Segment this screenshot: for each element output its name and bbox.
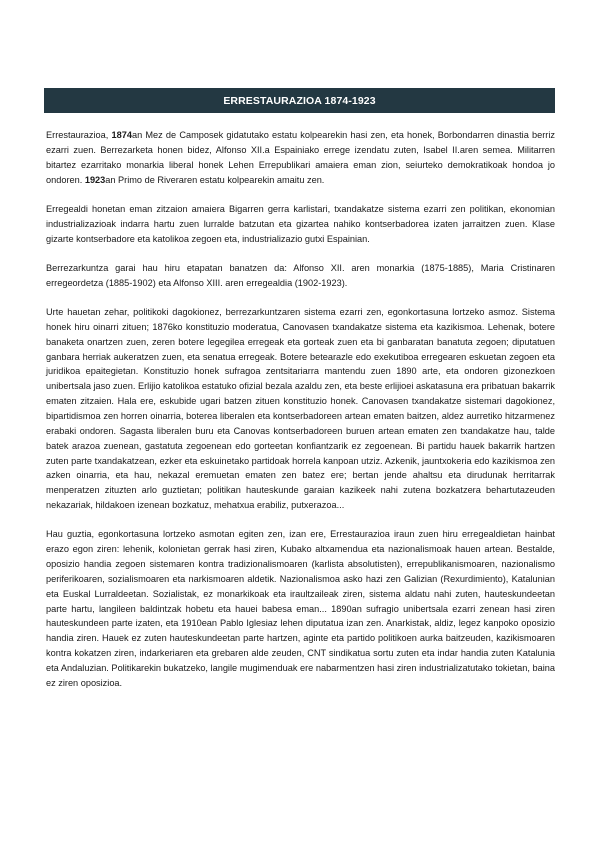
paragraph-opposition: Hau guztia, egonkortasuna lortzeko asmotan egiten zen, izan ere, Errestaurazioa iraun zuen hiru erregealdietan hainbat erazo egon ziren: lehenik, kolonietan gerrak hasi ziren, Kubako altxamendua eta nazionalismoak hauen artean. Bestalde, oposizio handia zegoen sistemaren kontra tradizionalismoaren (karlista absolutisten), errepublikanismoaren, nazionalismo periferikoaren, sozialismoaren eta narkismoaren aldetik. Nazionalismoa asko hazi zen Galizian (Rexurdimiento), Katalunian eta Euskal Lurraldeetan. Sozialistak, ez monarkikoak eta iraultzaileak ziren, sistema aldatu nahi zuten, hauteskundeetan parte hartu, langileen baldintzak hobetu eta hauei babesa eman... 1890an sufragio unibertsala ezarri zenean hasi ziren hauteskundeen parte izaten, eta 1910ean Pablo Iglesiaz lehen diputatua izan zen. Anarkistak, aldiz, legez kanpoko oposizio handia ziren. Hauek ez zuten hauteskundeetan parte hartzen, aginte eta partido politikoen aurka baitzeuden, kazikismoaren kontra kokatzen ziren, indarkeriaren eta grebaren alde zeuden, CNT sindikatua sortu zuten eta indar handia zuten Katalunia eta Andaluzian. Politikarekin bukatzeko, langile mugimenduak ere nabarmentzen hasi ziren industrializatutako tokietan, baina ez ziren oposizioa. <box>46 529 555 688</box>
paragraph-text: an Mez de Camposek gidatutako estatu kolpearekin hasi zen, eta honek, Borbondarren dinastia berriz ezarri zuen. Berrezarketa honen bidez, Alfonso XII.a Espainiako errege izendatu zuten, Isabel II.aren semea. Militarren bitartez ezarritako monarkia liberal honek Lehen Errepublikari amaiera eman zion, seiurteko demokratikoak hondoa jo ondoren. <box>46 130 555 185</box>
year-1874: 1874 <box>111 130 132 140</box>
paragraph-reign-summary: Erregealdi honetan eman zitzaion amaiera Bigarren gerra karlistari, txandakatze sistema ezarri zen politikan, ekonomian industrializazioak indarra hartu zuen lurralde batzutan eta gizartea nahiko kontserbadorea izaten jarraitzen zuen. Klase gizarte kontserbadore eta katolikoa zegoen eta, industrializazio gutxi Espainian. <box>46 203 555 244</box>
paragraph-political-system: Urte hauetan zehar, politikoki dagokionez, berrezarkuntzaren sistema ezarri zen, egonkortasuna lortzeko asmoz. Sistema honek hiru oinarri zituen; 1876ko konstituzio moderatua, Canovasen txandakatze sistema eta kazikismoa. Lehenak, botere banaketa onartzen zuen, zeren botere legegilea erregeak eta gorteak zuen eta bi ganbaratan banatuta zegoen; diputatuen ganbara herriak aukeratzen zuen, eta senatua erregeak. Botere betearazle edo exekutiboa erregearen eskuetan zegoen eta juridikoa epaitegietan. Konstituzio honek sufragoa zentsitariarra mantendu zuen 1890 arte, eta ondoren gizonezkoen unibertsala jaso zuen. Erlijio katolikoa estatuko ofizial bezala azaldu zen, eta beste erlijioei askatasuna era pribatuan bakarrik ematen zitzaien. Hala ere, eskubide ugari batzen zituen konstituzio honek. Canovasen txandakatze sistemari dagokionez, bipartidismoa zen horren oinarria, boterea liberalen eta kontserbadoreen artean ematen baitzen, aldez aurretiko hitzarmenez erabaki ondoren. Sagasta liberalen buru eta Canovas kontserbadoreen buruen artean ematen zen txandakatze hau, talde batek arazoa zuenean, gastatuta zegoenean edo gorteetan konfiantzarik ez zegoenean. Bi partidu hauek bakarrik hartzen zuten parte txandakatzean, ezker eta eskuinetako partidoak horrela kanpoan utziz. Azkenik, jauntxokeria edo kazikismoa zen azken oinarria, eta hau, nekazal eremuetan ematen zen batez ere; bertan jende ahaltsu eta dirudunak herritarrak menperatzen zituzten arlo guztietan; politikan hauteskunde garaian kazikeek nahi zutena bozkatzera behartutazeuden nekazariak, hildakoen izenean bozkatuz, mehatxua erabiliz, putxerazoa... <box>46 307 555 511</box>
paragraph-stages: Berrezarkuntza garai hau hiru etapatan banatzen da: Alfonso XII. aren monarkia (1875-1885), Maria Cristinaren erregeordetza (1885-1902) eta Alfonso XIII. aren erregealdia (1902-1923). <box>46 262 555 288</box>
paragraph-intro <box>46 128 555 187</box>
year-1923: 1923 <box>84 174 106 185</box>
paragraph-text: Errestaurazioa, <box>46 130 112 140</box>
document-title: ERRESTAURAZIOA 1874-1923 <box>223 94 376 107</box>
title-banner <box>44 88 555 113</box>
document-body <box>46 128 555 705</box>
paragraph-text: an Primo de Riveraren estatu kolpearekin amaitu zen. <box>105 174 325 185</box>
